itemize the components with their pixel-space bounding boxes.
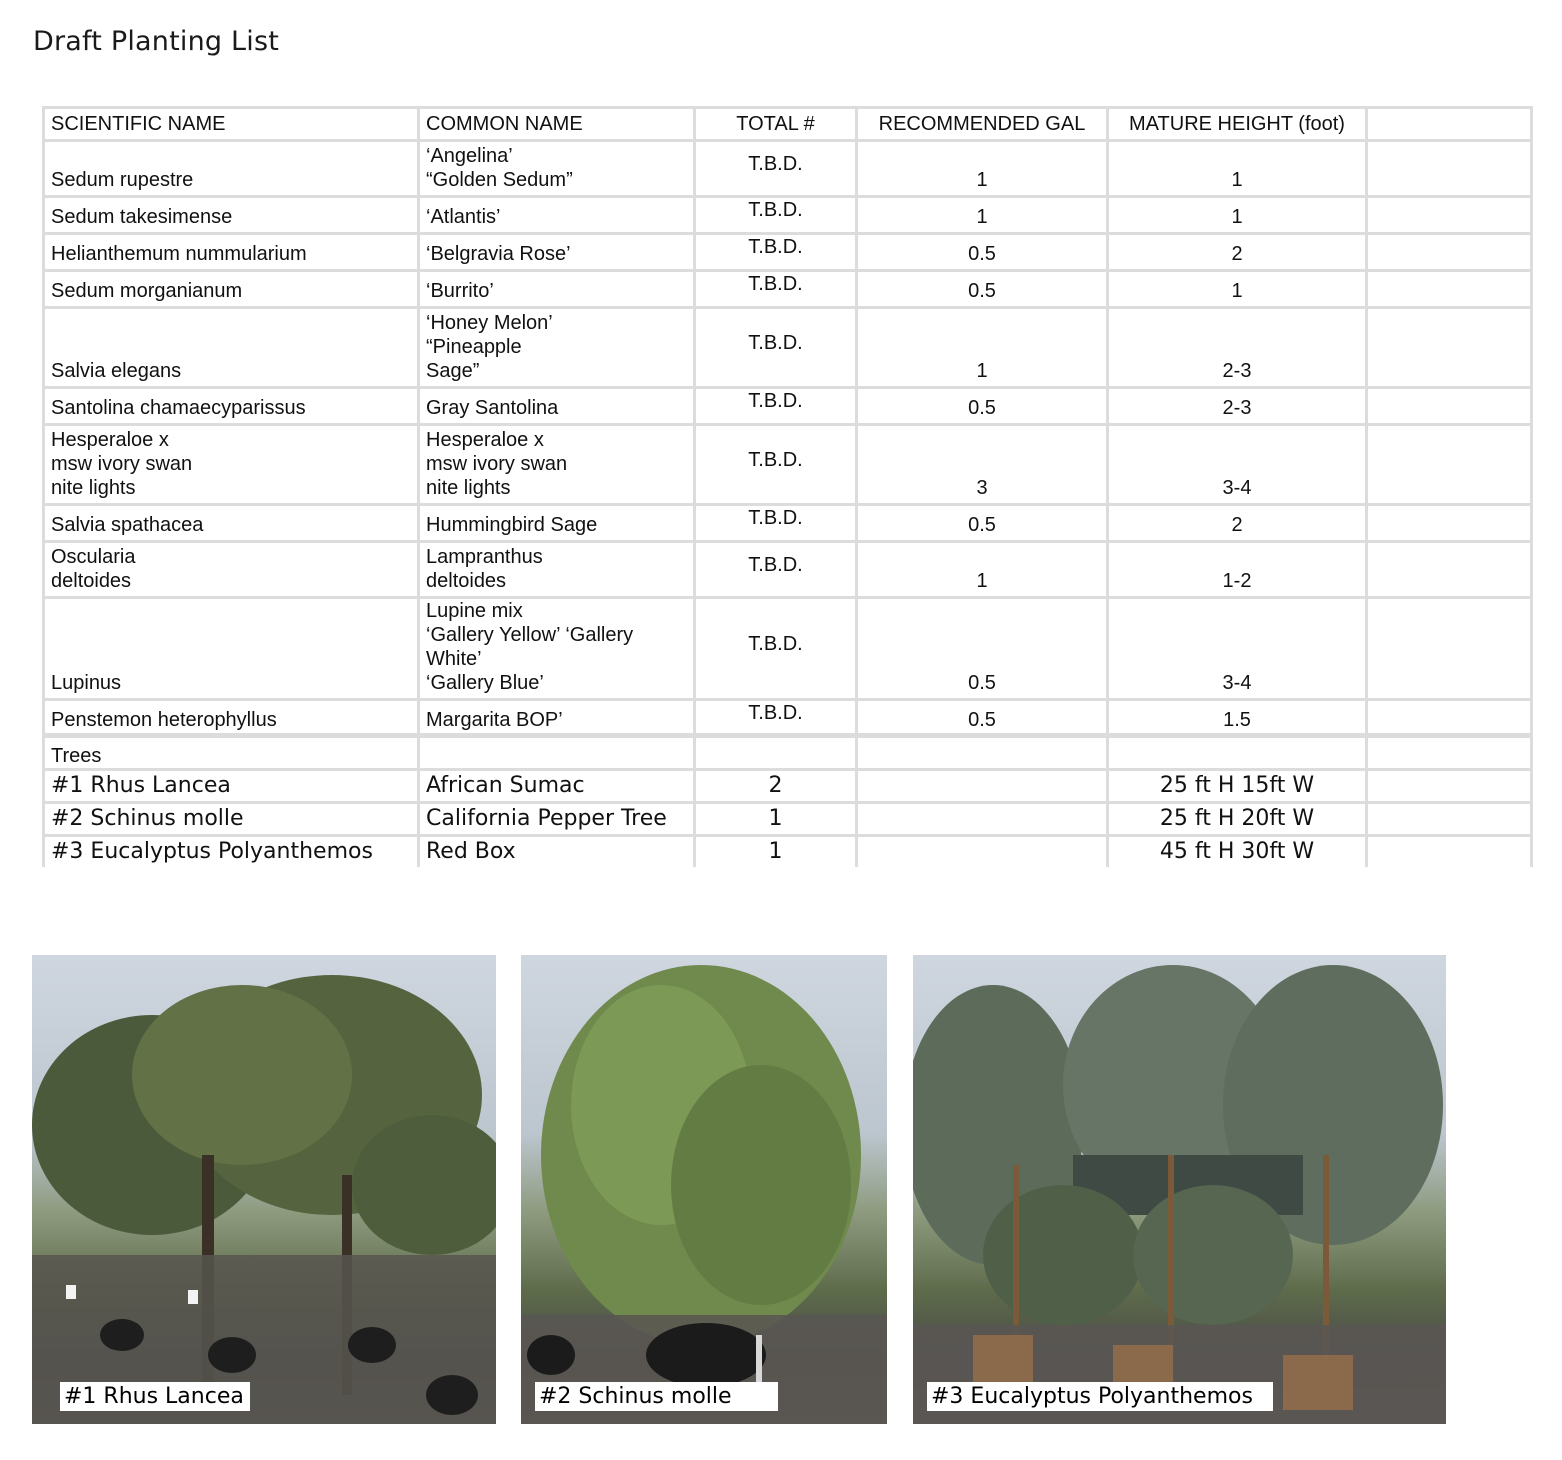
tree-total-cell: 1 bbox=[695, 803, 857, 836]
table-row bbox=[44, 271, 1532, 308]
empty-cell bbox=[1367, 197, 1532, 234]
scientific-name-cell: Hesperaloe x msw ivory swan nite lights bbox=[44, 425, 419, 505]
common-name-cell: ‘Honey Melon’ “Pineapple Sage” bbox=[419, 308, 695, 388]
tree-size-cell: 25 ft H 15ft W bbox=[1108, 770, 1367, 803]
empty-cell bbox=[857, 735, 1108, 770]
empty-cell bbox=[1367, 505, 1532, 542]
tree-row bbox=[44, 836, 1532, 868]
tree-total-cell: 2 bbox=[695, 770, 857, 803]
recommended-gal-cell: 0.5 bbox=[857, 234, 1108, 271]
photo-schinus-molle bbox=[521, 955, 887, 1424]
empty-cell bbox=[1367, 271, 1532, 308]
mature-height-cell: 1 bbox=[1108, 141, 1367, 197]
empty-cell bbox=[1367, 598, 1532, 700]
mature-height-cell: 3-4 bbox=[1108, 598, 1367, 700]
mature-height-cell: 1 bbox=[1108, 197, 1367, 234]
total-cell: T.B.D. bbox=[695, 505, 857, 542]
empty-cell bbox=[1367, 141, 1532, 197]
tree-total-cell: 1 bbox=[695, 836, 857, 868]
photo-caption: #3 Eucalyptus Polyanthemos bbox=[927, 1382, 1273, 1411]
common-name-cell: Hummingbird Sage bbox=[419, 505, 695, 542]
table-row bbox=[44, 234, 1532, 271]
trees-heading: Trees bbox=[44, 735, 419, 770]
mature-height-cell: 2 bbox=[1108, 234, 1367, 271]
header-total: TOTAL # bbox=[695, 108, 857, 141]
empty-cell bbox=[857, 803, 1108, 836]
empty-cell bbox=[857, 770, 1108, 803]
common-name-cell: Hesperaloe x msw ivory swan nite lights bbox=[419, 425, 695, 505]
common-name-cell: ‘Belgravia Rose’ bbox=[419, 234, 695, 271]
common-name-cell: Lampranthus deltoides bbox=[419, 542, 695, 598]
empty-cell bbox=[1367, 836, 1532, 868]
scientific-name-cell: Salvia spathacea bbox=[44, 505, 419, 542]
table-row bbox=[44, 197, 1532, 234]
common-name-cell: ‘Atlantis’ bbox=[419, 197, 695, 234]
photo-caption: #1 Rhus Lancea bbox=[60, 1382, 250, 1411]
tree-photo-illustration bbox=[521, 955, 887, 1424]
recommended-gal-cell: 0.5 bbox=[857, 388, 1108, 425]
scientific-name-cell: Helianthemum nummularium bbox=[44, 234, 419, 271]
empty-cell bbox=[857, 836, 1108, 868]
header-scientific-name: SCIENTIFIC NAME bbox=[44, 108, 419, 141]
empty-cell bbox=[1367, 803, 1532, 836]
table-row bbox=[44, 141, 1532, 197]
table-row bbox=[44, 700, 1532, 737]
mature-height-cell: 1-2 bbox=[1108, 542, 1367, 598]
header-empty bbox=[1367, 108, 1532, 141]
empty-cell bbox=[1367, 308, 1532, 388]
page-title: Draft Planting List bbox=[33, 26, 279, 57]
empty-cell bbox=[1367, 770, 1532, 803]
empty-cell bbox=[1108, 735, 1367, 770]
common-name-cell: ‘Angelina’ “Golden Sedum” bbox=[419, 141, 695, 197]
empty-cell bbox=[1367, 425, 1532, 505]
total-cell: T.B.D. bbox=[695, 308, 857, 388]
empty-cell bbox=[1367, 700, 1532, 737]
empty-cell bbox=[695, 735, 857, 770]
recommended-gal-cell: 0.5 bbox=[857, 598, 1108, 700]
tree-scientific-name-cell: #2 Schinus molle bbox=[44, 803, 419, 836]
recommended-gal-cell: 0.5 bbox=[857, 505, 1108, 542]
empty-cell bbox=[1367, 735, 1532, 770]
table-row bbox=[44, 505, 1532, 542]
tree-common-name-cell: California Pepper Tree bbox=[419, 803, 695, 836]
recommended-gal-cell: 1 bbox=[857, 197, 1108, 234]
tree-photo-illustration bbox=[913, 955, 1446, 1424]
planting-table bbox=[42, 106, 1533, 738]
tree-size-cell: 25 ft H 20ft W bbox=[1108, 803, 1367, 836]
common-name-cell: Margarita BOP’ bbox=[419, 700, 695, 737]
recommended-gal-cell: 1 bbox=[857, 141, 1108, 197]
scientific-name-cell: Penstemon heterophyllus bbox=[44, 700, 419, 737]
scientific-name-cell: Sedum rupestre bbox=[44, 141, 419, 197]
scientific-name-cell: Oscularia deltoides bbox=[44, 542, 419, 598]
header-mature-height: MATURE HEIGHT (foot) bbox=[1108, 108, 1367, 141]
table-row bbox=[44, 388, 1532, 425]
table-row bbox=[44, 425, 1532, 505]
tree-photo-illustration bbox=[32, 955, 496, 1424]
table-header-row bbox=[44, 108, 1532, 141]
total-cell: T.B.D. bbox=[695, 234, 857, 271]
common-name-cell: Lupine mix ‘Gallery Yellow’ ‘Gallery White’ ‘Gallery Blue’ bbox=[419, 598, 695, 700]
table-row bbox=[44, 308, 1532, 388]
recommended-gal-cell: 0.5 bbox=[857, 271, 1108, 308]
total-cell: T.B.D. bbox=[695, 700, 857, 737]
scientific-name-cell: Sedum takesimense bbox=[44, 197, 419, 234]
empty-cell bbox=[419, 735, 695, 770]
tree-scientific-name-cell: #1 Rhus Lancea bbox=[44, 770, 419, 803]
header-recommended-gal: RECOMMENDED GAL bbox=[857, 108, 1108, 141]
tree-common-name-cell: Red Box bbox=[419, 836, 695, 868]
tree-row bbox=[44, 803, 1532, 836]
mature-height-cell: 2-3 bbox=[1108, 308, 1367, 388]
total-cell: T.B.D. bbox=[695, 425, 857, 505]
mature-height-cell: 3-4 bbox=[1108, 425, 1367, 505]
photo-rhus-lancea bbox=[32, 955, 496, 1424]
common-name-cell: Gray Santolina bbox=[419, 388, 695, 425]
photo-caption: #2 Schinus molle bbox=[535, 1382, 778, 1411]
recommended-gal-cell: 1 bbox=[857, 542, 1108, 598]
scientific-name-cell: Santolina chamaecyparissus bbox=[44, 388, 419, 425]
tree-common-name-cell: African Sumac bbox=[419, 770, 695, 803]
tree-size-cell: 45 ft H 30ft W bbox=[1108, 836, 1367, 868]
photo-eucalyptus-polyanthemos bbox=[913, 955, 1446, 1424]
scientific-name-cell: Salvia elegans bbox=[44, 308, 419, 388]
mature-height-cell: 2-3 bbox=[1108, 388, 1367, 425]
mature-height-cell: 1.5 bbox=[1108, 700, 1367, 737]
total-cell: T.B.D. bbox=[695, 598, 857, 700]
total-cell: T.B.D. bbox=[695, 388, 857, 425]
empty-cell bbox=[1367, 542, 1532, 598]
common-name-cell: ‘Burrito’ bbox=[419, 271, 695, 308]
recommended-gal-cell: 0.5 bbox=[857, 700, 1108, 737]
scientific-name-cell: Sedum morganianum bbox=[44, 271, 419, 308]
empty-cell bbox=[1367, 388, 1532, 425]
tree-row bbox=[44, 770, 1532, 803]
total-cell: T.B.D. bbox=[695, 141, 857, 197]
recommended-gal-cell: 3 bbox=[857, 425, 1108, 505]
total-cell: T.B.D. bbox=[695, 271, 857, 308]
total-cell: T.B.D. bbox=[695, 197, 857, 234]
empty-cell bbox=[1367, 234, 1532, 271]
tree-scientific-name-cell: #3 Eucalyptus Polyanthemos bbox=[44, 836, 419, 868]
total-cell: T.B.D. bbox=[695, 542, 857, 598]
trees-heading-row bbox=[44, 735, 1532, 770]
header-common-name: COMMON NAME bbox=[419, 108, 695, 141]
table-row bbox=[44, 542, 1532, 598]
mature-height-cell: 1 bbox=[1108, 271, 1367, 308]
scientific-name-cell: Lupinus bbox=[44, 598, 419, 700]
table-row bbox=[44, 598, 1532, 700]
mature-height-cell: 2 bbox=[1108, 505, 1367, 542]
trees-table bbox=[42, 733, 1533, 867]
recommended-gal-cell: 1 bbox=[857, 308, 1108, 388]
